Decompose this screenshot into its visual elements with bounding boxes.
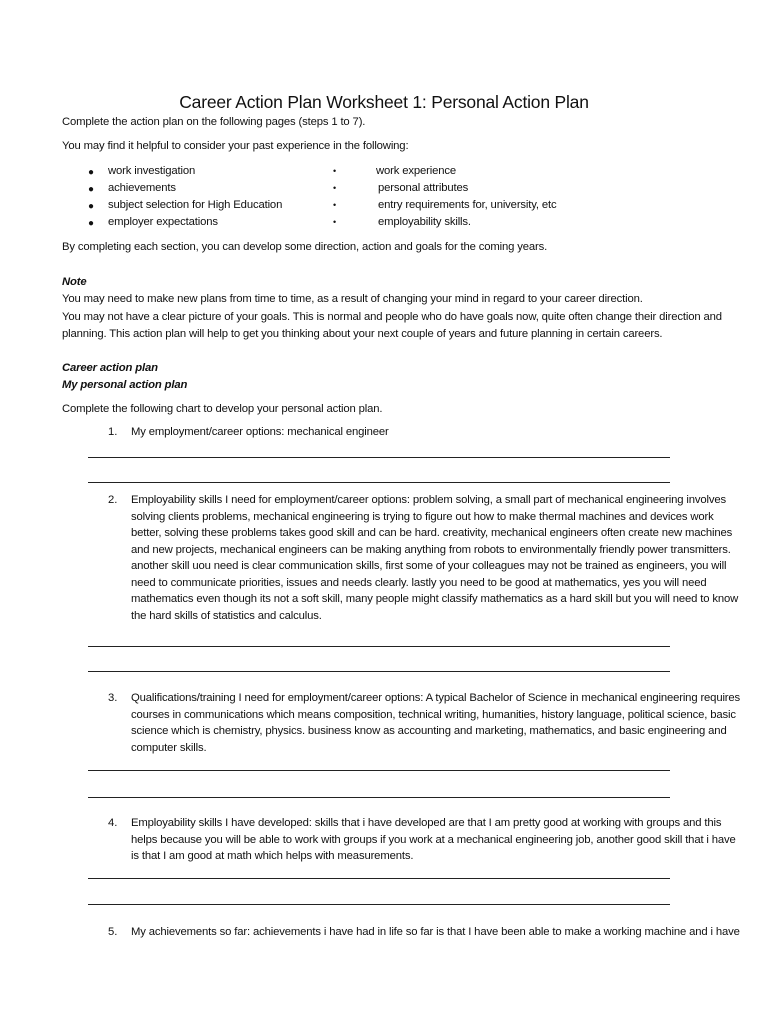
item-line: is that I am good at math which helps with measurements. [131,850,414,862]
item-line: Employability skills I need for employment/career options: problem solving, a small part of mechanical engineering involves [131,494,727,506]
bullet-icon: • [333,217,337,227]
item-line: better, solving these problems takes good skill and can be hard. creativity, mechanical engineers often create new machines [131,527,733,539]
item-number: 5. [108,926,118,938]
bullet-icon: ● [88,201,95,212]
item-line: need to communicate priorities, issues and needs clearly. lastly you need to be good at mathematics, yes you will need [131,577,707,589]
career-action-plan-heading: Career action plan [62,362,158,374]
intro-text-3: By completing each section, you can develop some direction, action and goals for the coming years. [62,241,548,253]
item-number: 1. [108,426,118,438]
item-line: the hard skills of statistics and calculus. [131,610,322,622]
personal-action-plan-heading: My personal action plan [62,379,188,391]
item-line: Employability skills I have developed: skills that i have developed are that I am pretty good at working with groups and this [131,817,722,829]
answer-line [88,646,670,647]
answer-line [88,482,670,483]
bullet-item: personal attributes [378,182,469,194]
bullet-item: employability skills. [378,216,471,228]
bullet-icon: ● [88,218,95,229]
intro-text-1: Complete the action plan on the following pages (steps 1 to 7). [62,116,366,128]
item-line: My achievements so far: achievements i have had in life so far is that I have been able to make a working machine and i have [131,926,740,938]
note-line: planning. This action plan will help to get you thinking about your next couple of years and future planning in certain careers. [62,328,663,340]
page-title: Career Action Plan Worksheet 1: Personal Action Plan [179,92,589,112]
bullet-icon: ● [88,184,95,195]
bullet-item: employer expectations [108,216,218,228]
bullet-icon: • [333,183,337,193]
answer-line [88,457,670,458]
answer-line [88,770,670,771]
answer-line [88,671,670,672]
item-line: My employment/career options: mechanical engineer [131,426,389,438]
chart-instruction: Complete the following chart to develop your personal action plan. [62,403,383,415]
bullet-icon: • [333,166,337,176]
item-line: another skill uou need is clear communication skills, first some of your colleagues may not be trained as engineers, you will [131,560,727,572]
item-line: solving clients problems, mechanical engineering is trying to figure out how to make thermal machines and devices work [131,511,714,523]
note-heading: Note [62,276,87,288]
bullet-item: subject selection for High Education [108,199,283,211]
item-number: 4. [108,817,118,829]
item-line: helps because you will be able to work with groups if you work at a mechanical engineering job, another good skill that i have [131,834,736,846]
item-line: courses in communications which means composition, technical writing, humanities, history language, political science, basic [131,709,736,721]
answer-line [88,878,670,879]
item-number: 2. [108,494,118,506]
note-line: You may need to make new plans from time to time, as a result of changing your mind in regard to your career direction. [62,293,643,305]
note-line: You may not have a clear picture of your goals. This is normal and people who do have goals now, quite often change their direction and [62,311,722,323]
intro-text-2: You may find it helpful to consider your past experience in the following: [62,140,409,152]
item-line: computer skills. [131,742,207,754]
bullet-item: achievements [108,182,176,194]
bullet-icon: • [333,200,337,210]
item-line: science which is chemistry, physics. business know as accounting and marketing, mathematics, and basic engineering and [131,725,727,737]
bullet-item: work experience [376,165,457,177]
answer-line [88,904,670,905]
answer-line [88,797,670,798]
bullet-icon: ● [88,167,95,178]
item-line: mathematics even though its not a soft skill, many people might classify mathematics as a hard skill but you will need to know [131,593,739,605]
item-number: 3. [108,692,118,704]
item-line: and new projects, mechanical engineers can be making anything from robots to environmentally friendly power transmitters. [131,544,731,556]
bullet-item: entry requirements for, university, etc [378,199,557,211]
bullet-item: work investigation [108,165,196,177]
item-line: Qualifications/training I need for employment/career options: A typical Bachelor of Science in mechanical engineering requires [131,692,741,704]
